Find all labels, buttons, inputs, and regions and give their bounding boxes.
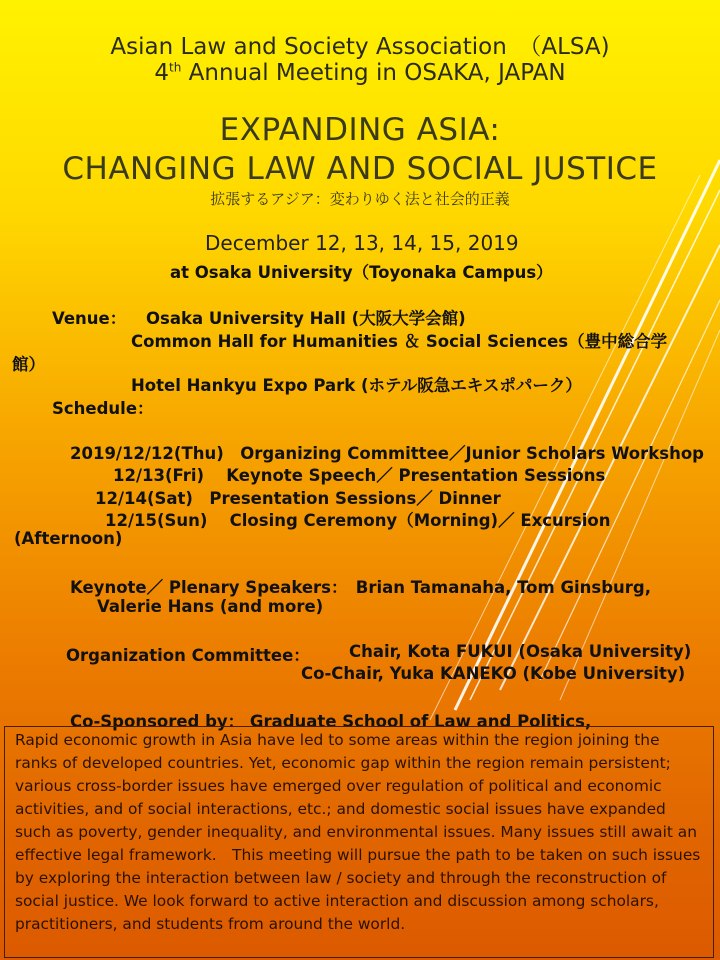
event-date: December 12, 13, 14, 15, 2019 bbox=[205, 231, 519, 255]
schedule-row-1: 2019/12/12(Thu) Organizing Committee／Junior Scholars Workshop bbox=[70, 444, 704, 463]
venue-item-3: Hotel Hankyu Expo Park (ホテル阪急エキスポパーク） bbox=[131, 376, 582, 395]
venue-item-2: Common Hall for Humanities ＆ Social Sciences（豊中総合学 bbox=[131, 332, 668, 351]
committee-label: Organization Committee： bbox=[66, 646, 310, 665]
keynote-speakers: Keynote／ Plenary Speakers： Brian Tamanaha, Tom Ginsburg, bbox=[70, 578, 651, 597]
japanese-subtitle: 拡張するアジア：変わりゆく法と社会的正義 bbox=[210, 190, 510, 208]
venue-item-2-wrap: 館） bbox=[12, 355, 45, 374]
schedule-row-2: 12/13(Fri) Keynote Speech／ Presentation Sessions bbox=[113, 466, 606, 485]
meeting-title-text: Annual Meeting in OSAKA, JAPAN bbox=[181, 60, 566, 86]
ordinal-number: 4 bbox=[154, 60, 170, 86]
event-location: at Osaka University（Toyonaka Campus） bbox=[170, 263, 553, 282]
committee-chair: Chair, Kota FUKUI (Osaka University) bbox=[349, 642, 692, 661]
cosponsor-line: Co-Sponsored by： Graduate School of Law and Politics, bbox=[70, 712, 592, 731]
schedule-row-4: 12/15(Sun) Closing Ceremony（Morning)／ Excursion bbox=[105, 511, 611, 530]
keynote-speakers-continued: Valerie Hans (and more) bbox=[97, 597, 324, 616]
main-title-line1: EXPANDING ASIA: bbox=[219, 112, 501, 148]
schedule-row-3: 12/14(Sat) Presentation Sessions／ Dinner bbox=[95, 489, 501, 508]
description-box: Rapid economic growth in Asia have led to some areas within the region joining the ranks of developed countries. Yet, economic gap within the region remain persistent; various cross-border issues have emerged over regulation of political and economic activities, and of social interactions, etc.; and domestic social issues have expanded such as poverty, gender inequality, and environmental issues. Many issues still await an effective legal framework. This meeting will pursue the path to be taken on such issues by exploring the interaction between law / society and through the reconstruction of social justice. We look forward to active interaction and discussion among scholars, practitioners, and students from around the world. bbox=[4, 726, 714, 958]
schedule-row-4-wrap: (Afternoon) bbox=[14, 529, 123, 548]
main-title-line2: CHANGING LAW AND SOCIAL JUSTICE bbox=[62, 151, 658, 187]
meeting-title bbox=[0, 60, 720, 86]
committee-cochair: Co-Chair, Yuka KANEKO (Kobe University) bbox=[301, 664, 686, 683]
venue-label: Venue： bbox=[52, 309, 127, 328]
venue-item-1: Osaka University Hall (大阪大学会館) bbox=[146, 309, 466, 328]
schedule-label: Schedule： bbox=[52, 399, 154, 418]
association-title: Asian Law and Society Association （ALSA) bbox=[110, 34, 610, 60]
ordinal-suffix: th bbox=[169, 60, 182, 75]
